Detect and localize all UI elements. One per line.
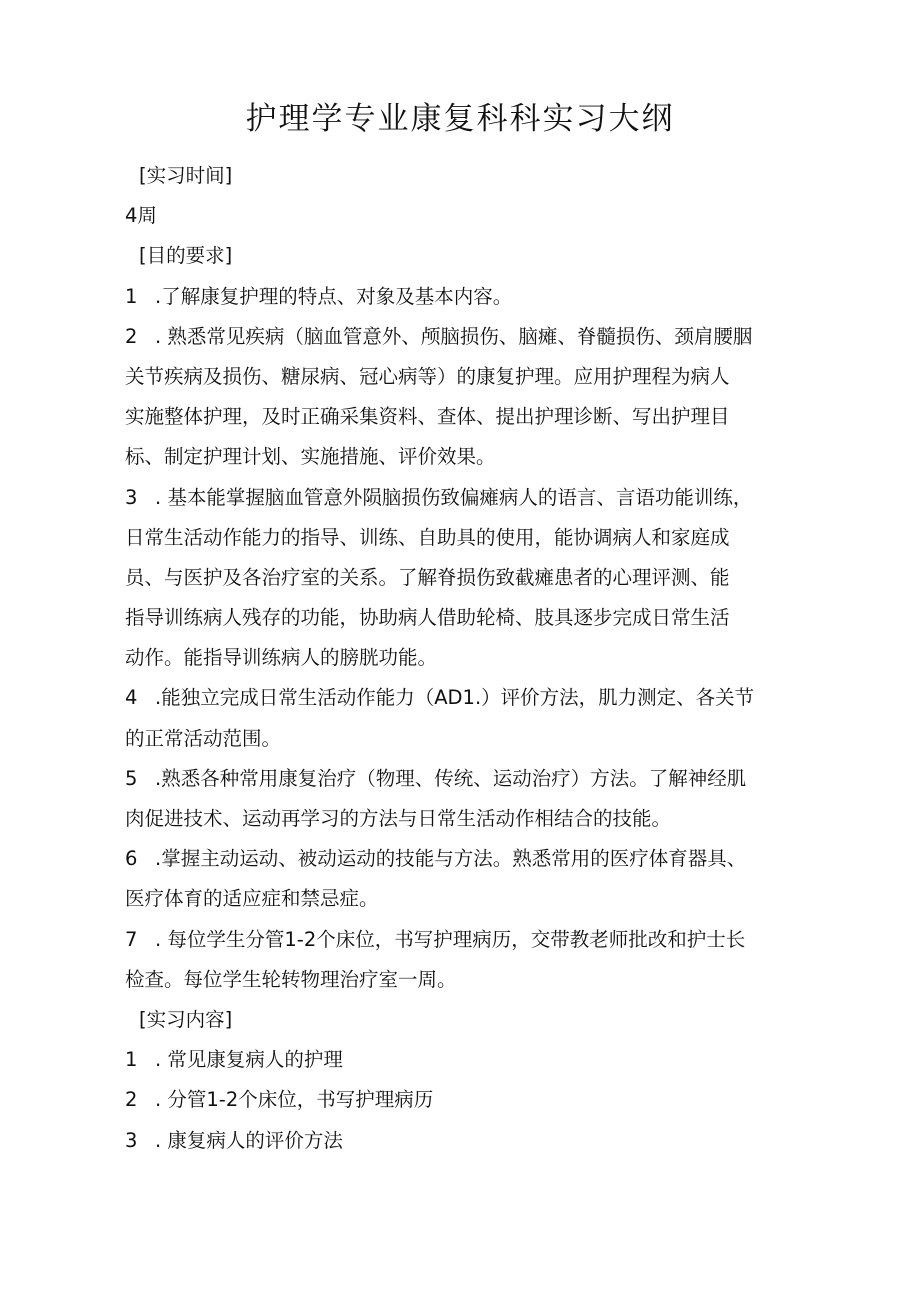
line-text: 检查。每位学生轮转物理治疗室一周。 [125,967,457,991]
document-body [125,156,815,1161]
line-text: [实习内容] [139,1007,233,1031]
numbered-item [125,1080,815,1120]
line-text: . 常见康复病人的护理 [155,1048,343,1072]
item-number: 7 [125,927,138,951]
line-text: 标、制定护理计划、实施措施、评价效果。 [125,445,496,469]
line-text: . 熟悉常见疾病（脑血管意外、颅脑损伤、脑瘫、脊髓损伤、颈肩腰胭 [155,324,753,348]
text-line [125,196,815,236]
line-text: . 每位学生分管1-2个床位，书写护理病历，交带教老师批改和护士长 [155,927,746,951]
text-line [125,558,815,598]
item-number: 1 [125,284,138,308]
text-line [125,598,815,638]
text-line [125,799,815,839]
item-number: 4 [125,686,138,710]
item-number: 2 [125,324,138,348]
item-number: 6 [125,847,138,871]
text-line [125,879,815,919]
line-text: 指导训练病人残存的功能，协助病人借助轮椅、肢具逐步完成日常生活 [125,606,730,630]
document-title: 护理学专业康复科科实习大纲 [245,101,675,137]
line-text: 动作。能指导训练病人的膀胱功能。 [125,646,438,670]
line-text: [目的要求] [139,244,233,268]
item-number: 3 [125,1128,138,1152]
numbered-item [125,478,815,518]
numbered-item [125,920,815,960]
item-number: 5 [125,766,138,790]
text-line [125,518,815,558]
numbered-item [125,839,815,879]
line-text: .了解康复护理的特点、对象及基本内容。 [155,284,513,308]
line-text: 实施整体护理，及时正确采集资料、查体、提出护理诊断、写出护理目 [125,405,730,429]
line-text: 日常生活动作能力的指导、训练、自助具的使用，能协调病人和家庭成 [125,525,730,549]
line-text: [实习时间] [139,164,233,187]
item-number: 3 [125,485,138,509]
line-text: 肉促进技术、运动再学习的方法与日常生活动作相结合的技能。 [125,807,672,830]
text-line [125,638,815,678]
numbered-item [125,317,815,357]
item-number: 1 [125,1048,138,1072]
line-text: 员、与医护及各治疗室的关系。了解脊损伤致截瘫患者的心理评测、能 [125,565,730,589]
line-text: .熟悉各种常用康复治疗（物理、传统、运动治疗）方法。了解神经肌 [155,766,747,790]
text-line [125,397,815,437]
line-text: 4周 [125,204,157,228]
numbered-item [125,1121,815,1161]
line-text: 关节疾病及损伤、糖尿病、冠心病等）的康复护理。应用护理程为病人 [125,364,730,388]
line-text: . 基本能掌握脑血管意外陨脑损伤致偏瘫病人的语言、言语功能训练， [155,485,753,509]
line-text: . 康复病人的评价方法 [155,1128,343,1152]
text-line [125,437,815,477]
numbered-item [125,277,815,317]
numbered-item [125,678,815,718]
line-text: .能独立完成日常生活动作能力（AD1.）评价方法，肌力测定、各关节 [155,686,755,710]
text-line [125,719,815,759]
numbered-item [125,1040,815,1080]
text-line [125,960,815,1000]
text-line [125,357,815,397]
section-heading [125,156,815,196]
section-heading [125,1000,815,1040]
line-text: 医疗体育的适应症和禁忌症。 [125,887,379,911]
item-number: 2 [125,1088,138,1112]
line-text: . 分管1-2个床位，书写护理病历 [155,1088,434,1112]
section-heading [125,236,815,276]
line-text: .掌握主动运动、被动运动的技能与方法。熟悉常用的医疗体育器具、 [155,847,747,871]
line-text: 的正常活动范围。 [125,726,282,750]
numbered-item [125,759,815,799]
